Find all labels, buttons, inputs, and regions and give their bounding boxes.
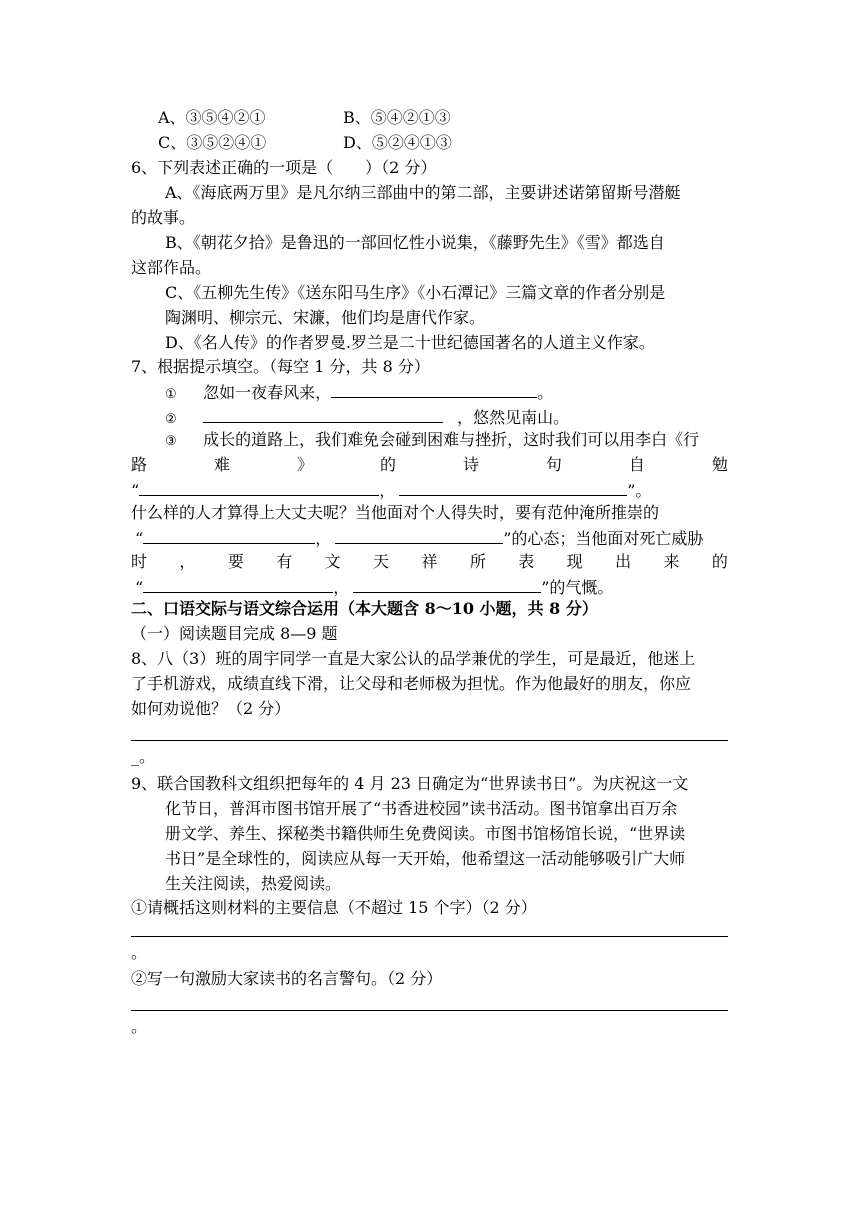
item-number: ③ [165, 434, 177, 449]
answer-blank[interactable] [139, 478, 379, 496]
section-2-subheading: （一）阅读题目完成 8—9 题 [131, 624, 338, 643]
q9-sub-question-2: ②写一句激励大家读书的名言警句。（2 分） [131, 969, 443, 988]
spread-char: 天 [373, 552, 390, 571]
q7-stem: 7、根据提示填空。（每空 1 分，共 8 分） [131, 357, 430, 376]
q7-fan-line: 什么样的人才算得上大丈夫呢？当他面对个人得失时，要有范仲淹所推崇的 [131, 503, 660, 522]
spread-char: 有 [276, 552, 293, 571]
spread-char: 的 [379, 455, 396, 474]
q7-fan-answers [131, 526, 703, 550]
spread-char: 》 [296, 455, 313, 474]
q7-item-3 [165, 429, 699, 453]
q8-line-2: 了手机游戏，成绩直线下滑，让父母和老师极为担忧。作为他最好的朋友，你应 [131, 674, 692, 693]
spread-char: 表 [518, 552, 535, 571]
q5-option-d: D、⑤②④①③ [343, 133, 452, 152]
q7-item-2 [165, 405, 569, 431]
comma: ， [333, 578, 350, 597]
spread-char: 勉 [711, 455, 728, 474]
answer-blank[interactable] [331, 380, 537, 398]
q9-line-3: 册文学、养生、探秘类书籍供师生免费阅读。市图书馆杨馆长说，“世界读 [165, 824, 686, 843]
spread-char: ， [179, 552, 196, 571]
spread-char: 时 [131, 552, 148, 571]
fan-tail: ”的心态；当他面对死亡威胁 [503, 529, 704, 548]
q9-line-5: 生关注阅读，热爱阅读。 [165, 874, 342, 893]
q6-option-a-line2: 的故事。 [131, 208, 196, 227]
comma: ， [315, 529, 332, 548]
comma: ， [379, 481, 396, 500]
poem-line: ，悠然见南山。 [457, 408, 570, 427]
q6-option-c-line2: 陶渊明、柳宗元、宋濂，他们均是唐代作家。 [165, 308, 486, 327]
spread-char: 路 [131, 455, 148, 474]
q7-spread-line-2 [131, 551, 728, 573]
q8-answer-line[interactable] [131, 740, 728, 741]
q8-line-3: 如何劝说他？（2 分） [131, 699, 291, 718]
q9-line-4: 书日”是全球性的，阅读应从每一天开始，他希望这一活动能够吸引广大师 [165, 849, 686, 868]
answer-blank[interactable] [335, 526, 503, 544]
q5-option-b: B、⑤④②①③ [343, 108, 451, 127]
spread-char: 诗 [462, 455, 479, 474]
spread-char: 句 [545, 455, 562, 474]
q7-li-bai-answers [131, 478, 651, 502]
q9-sub-question-1: ①请概括这则材料的主要信息（不超过 15 个字）（2 分） [131, 898, 537, 917]
spread-char: 自 [628, 455, 645, 474]
wen-tail: ”的气慨。 [541, 578, 614, 597]
quote-open: “ [135, 529, 144, 548]
q6-stem: 6、下列表述正确的一项是（ ）（2 分） [131, 158, 437, 177]
q9-line-1: 9、联合国教科文组织把每年的 4 月 23 日确定为“世界读书日”。为庆祝这一文 [131, 774, 689, 793]
q9-answer-end-1: 。 [131, 943, 148, 962]
q7-wen-answers [131, 575, 613, 599]
q8-answer-end: _。 [131, 747, 156, 766]
answer-blank[interactable] [143, 526, 315, 544]
q6-option-c-line1: C、《五柳先生传》《送东阳马生序》《小石潭记》三篇文章的作者分别是 [165, 283, 666, 302]
q6-option-a-line1: A、《海底两万里》是凡尔纳三部曲中的第二部，主要讲述诺第留斯号潜艇 [165, 183, 681, 202]
spread-char: 祥 [421, 552, 438, 571]
section-2-heading: 二、口语交际与语文综合运用（本大题含 8～10 小题，共 8 分） [131, 599, 598, 618]
q9-answer-line-2[interactable] [131, 1010, 728, 1011]
quote-close: ”。 [627, 481, 652, 500]
answer-blank[interactable] [143, 575, 333, 593]
answer-blank[interactable] [203, 405, 443, 423]
answer-blank[interactable] [353, 575, 541, 593]
spread-char: 文 [324, 552, 341, 571]
item-text: 成长的道路上，我们难免会碰到困难与挫折，这时我们可以用李白《行 [203, 430, 700, 449]
q7-spread-line-1 [131, 454, 728, 476]
q5-option-a: A、③⑤④②① [158, 108, 266, 127]
item-number: ① [165, 387, 177, 402]
period: 。 [537, 383, 554, 402]
q8-line-1: 8、八（3）班的周宇同学一直是大家公认的品学兼优的学生，可是最近，他迷上 [131, 649, 696, 668]
q6-option-d-line1: D、《名人传》的作者罗曼.罗兰是二十世纪德国著名的人道主义作家。 [165, 333, 655, 352]
spread-char: 来 [663, 552, 680, 571]
spread-char: 出 [615, 552, 632, 571]
spread-char: 要 [227, 552, 244, 571]
item-number: ② [165, 412, 177, 427]
spread-char: 难 [213, 455, 230, 474]
poem-line: 忽如一夜春风来， [203, 383, 332, 402]
q9-line-2: 化节日，普洱市图书馆开展了“书香进校园”读书活动。图书馆拿出百万余 [165, 799, 678, 818]
spread-char: 的 [711, 552, 728, 571]
q7-item-1 [165, 380, 553, 406]
answer-blank[interactable] [399, 478, 627, 496]
spread-char: 现 [566, 552, 583, 571]
q6-option-b-line2: 这部作品。 [131, 258, 212, 277]
q9-answer-end-2: 。 [131, 1017, 148, 1036]
quote-open: “ [131, 481, 140, 500]
spread-char: 所 [469, 552, 486, 571]
q9-answer-line-1[interactable] [131, 936, 728, 937]
q6-option-b-line1: B、《朝花夕拾》是鲁迅的一部回忆性小说集，《藤野先生》《雪》都选自 [165, 233, 665, 252]
q5-option-c: C、③⑤②④① [158, 133, 267, 152]
quote-open: “ [135, 578, 144, 597]
